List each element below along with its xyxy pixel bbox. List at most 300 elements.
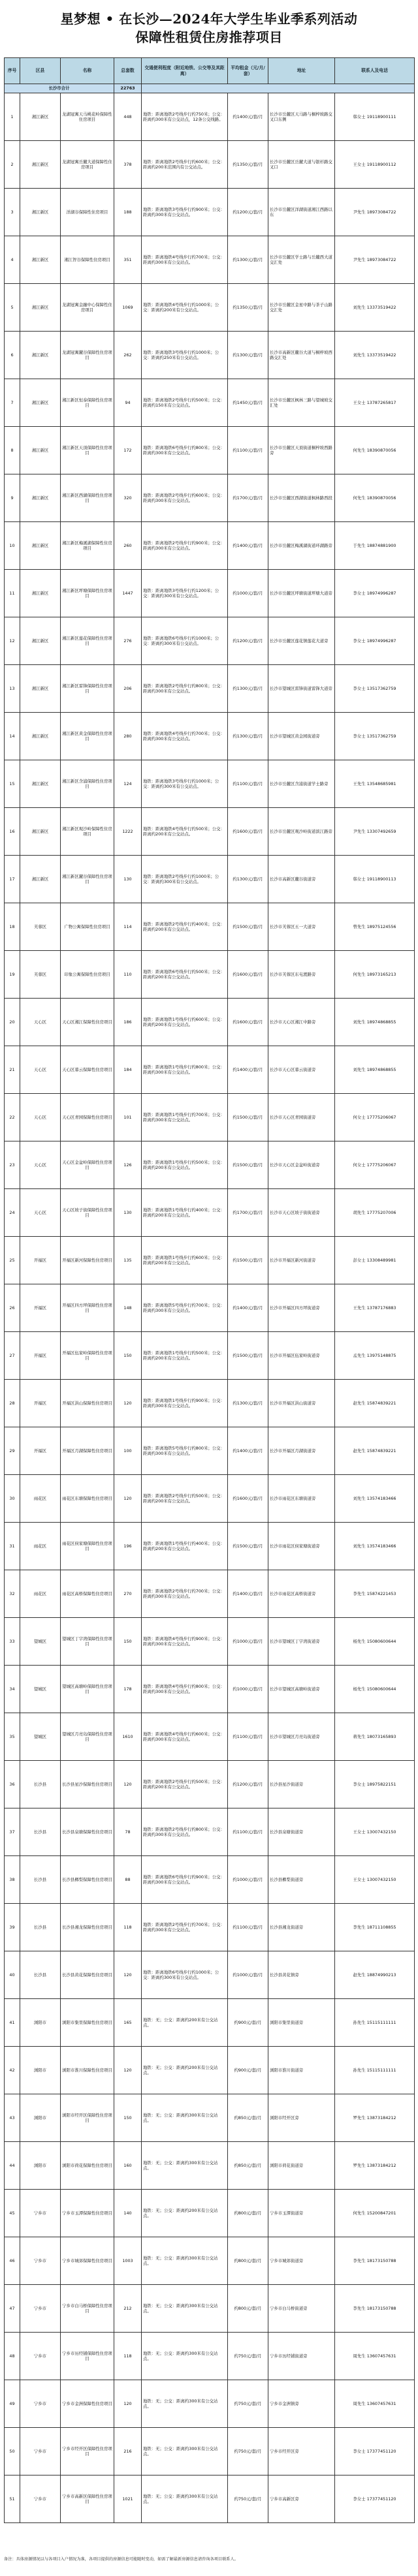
table-row	[5, 2285, 415, 2333]
row-rent: 约1000元/套/月	[228, 1856, 268, 1904]
row-address: 长沙市天心区暮云街道旁	[268, 1046, 335, 1094]
row-contact: 刘先生 18974868855	[335, 999, 415, 1046]
row-no: 12	[5, 617, 20, 665]
row-rent: 约1350元/套/月	[228, 141, 268, 189]
table-row	[5, 2428, 415, 2475]
row-units: 1447	[114, 570, 142, 617]
row-district: 浏阳市	[20, 1999, 61, 2047]
col-header-traffic: 交通便利程度（附近地铁、公交等及其距离）	[142, 58, 228, 84]
row-name: 湘江新区雷锋保障性住房项目	[61, 665, 114, 713]
table-row	[5, 2094, 415, 2142]
row-no: 20	[5, 999, 20, 1046]
table-row	[5, 903, 415, 951]
row-rent: 约1300元/套/月	[228, 332, 268, 379]
row-units: 188	[114, 189, 142, 236]
row-traffic: 地铁：距离地铁3号线步行约900米；公交：距离约300米有公交站点。	[142, 189, 228, 236]
row-district: 湘江新区	[20, 760, 61, 808]
row-contact: 彭女士 13308489981	[335, 1237, 415, 1284]
table-row	[5, 522, 415, 570]
row-district: 湘江新区	[20, 93, 61, 141]
row-district: 宁乡市	[20, 2380, 61, 2428]
table-row	[5, 1475, 415, 1523]
row-traffic: 地铁：无；公交：距离约200米有公交站点。	[142, 1999, 228, 2047]
row-units: 114	[114, 903, 142, 951]
row-rent: 约1700元/套/月	[228, 474, 268, 522]
row-units: 150	[114, 1332, 142, 1380]
row-no: 7	[5, 379, 20, 427]
row-district: 宁乡市	[20, 2428, 61, 2475]
table-row	[5, 760, 415, 808]
row-name: 湘江智谷保障性住房项目	[61, 236, 114, 284]
total-value: 22763	[114, 84, 142, 93]
row-address: 长沙市望城区黄金园街道旁	[268, 713, 335, 760]
row-contact: 赵先生 15874839221	[335, 1380, 415, 1427]
row-address: 长沙市岳麓区洋湖街道湘江西路以东	[268, 189, 335, 236]
row-address: 长沙县榔梨街道旁	[268, 1856, 335, 1904]
row-contact: 赵先生 18874990213	[335, 1951, 415, 1999]
table-header-row	[5, 58, 415, 84]
row-name: 宁乡市玉潭保障性住房项目	[61, 2190, 114, 2237]
row-district: 长沙县	[20, 1808, 61, 1856]
row-name: 望城区高塘岭保障性住房项目	[61, 1666, 114, 1713]
row-units: 120	[114, 1380, 142, 1427]
row-traffic: 地铁：距离地铁5号线步行约700米；公交：距离约300米有公交站点。	[142, 1284, 228, 1332]
row-rent: 约1100元/套/月	[228, 1904, 268, 1951]
row-traffic: 地铁：距离地铁1号线步行约500米；公交：距离约200米有公交站点。	[142, 1141, 228, 1189]
row-district: 天心区	[20, 1046, 61, 1094]
row-rent: 约1400元/套/月	[228, 93, 268, 141]
row-units: 351	[114, 236, 142, 284]
row-no: 47	[5, 2285, 20, 2333]
row-name: 浏阳市淮川保障性住房项目	[61, 2047, 114, 2094]
row-contact: 刘先生 18974868855	[335, 1046, 415, 1094]
row-district: 天心区	[20, 1094, 61, 1141]
row-units: 260	[114, 522, 142, 570]
row-contact: 周先生 13607457631	[335, 2333, 415, 2380]
row-address: 宁乡市高新区旁	[268, 2475, 335, 2523]
row-address: 长沙市天心区青园街道旁	[268, 1094, 335, 1141]
row-units: 448	[114, 93, 142, 141]
row-name: 宁乡市经开区保障性住房项目	[61, 2428, 114, 2475]
row-name: 望城区丁字湾保障性住房项目	[61, 1618, 114, 1666]
row-units: 118	[114, 2333, 142, 2380]
row-district: 天心区	[20, 999, 61, 1046]
row-traffic: 地铁：距离地铁2号线步行约500米；公交：距离约200米有公交站点。	[142, 1761, 228, 1808]
row-units: 270	[114, 1570, 142, 1618]
table-row	[5, 1094, 415, 1141]
row-contact: 李女士 13517362759	[335, 713, 415, 760]
row-district: 湘江新区	[20, 474, 61, 522]
table-row	[5, 1904, 415, 1951]
table-row	[5, 1189, 415, 1237]
row-no: 18	[5, 903, 20, 951]
row-rent: 约1500元/套/月	[228, 1332, 268, 1380]
row-address: 长沙市开福区伍家岭街道旁	[268, 1332, 335, 1380]
row-contact: 何女士 17775206067	[335, 1141, 415, 1189]
row-district: 雨花区	[20, 1570, 61, 1618]
row-no: 38	[5, 1856, 20, 1904]
row-name: 长沙县星沙保障性住房项目	[61, 1761, 114, 1808]
housing-table	[4, 57, 415, 2523]
row-units: 120	[114, 1951, 142, 1999]
row-address: 长沙市天心区湘江中路旁	[268, 999, 335, 1046]
row-address: 长沙市岳麓区学士路与岳麓西大道交汇处	[268, 236, 335, 284]
row-rent: 约1300元/套/月	[228, 1380, 268, 1427]
row-address: 长沙市岳麓区枫林三路与望城坡交汇处	[268, 379, 335, 427]
row-no: 48	[5, 2333, 20, 2380]
row-traffic: 地铁：距离地铁4号线步行约900米；公交：距离约300米有公交站点。	[142, 1618, 228, 1666]
row-district: 望城区	[20, 1666, 61, 1713]
row-name: 开福区四方坪保障性住房项目	[61, 1284, 114, 1332]
row-traffic: 地铁：距离地铁1号线步行约500米；公交：距离约200米有公交站点。	[142, 1332, 228, 1380]
table-row	[5, 332, 415, 379]
row-address: 长沙市岳麓区含浦街道学士路旁	[268, 760, 335, 808]
table-row	[5, 2380, 415, 2428]
table-row	[5, 2142, 415, 2190]
title-line-2: 保障性租赁住房推荐项目	[135, 29, 283, 45]
row-contact: 蒋先生 18073165893	[335, 1713, 415, 1761]
col-header-address: 地址	[268, 58, 335, 84]
row-contact: 罗先生 13873184212	[335, 2094, 415, 2142]
row-traffic: 地铁：距离地铁1号线步行约600米；公交：距离约200米有公交站点。	[142, 1237, 228, 1284]
row-name: 长沙县湘龙保障性住房项目	[61, 1904, 114, 1951]
row-contact: 何先生 18973165213	[335, 951, 415, 999]
row-district: 望城区	[20, 1713, 61, 1761]
row-units: 120	[114, 1761, 142, 1808]
row-traffic: 地铁：距离地铁1号线步行约400米；公交：距离约200米有公交站点。	[142, 1189, 228, 1237]
row-district: 开福区	[20, 1284, 61, 1332]
row-name: 湘江新区天顶保障性住房项目	[61, 427, 114, 474]
row-rent: 约900元/套/月	[228, 2047, 268, 2094]
row-rent: 约1500元/套/月	[228, 1141, 268, 1189]
row-name: 湘江新区含浦保障性住房项目	[61, 760, 114, 808]
row-name: 湘江新区麓谷保障性住房项目	[61, 856, 114, 903]
row-units: 262	[114, 332, 142, 379]
row-district: 芙蓉区	[20, 951, 61, 999]
row-address: 长沙市开福区四方坪街道旁	[268, 1284, 335, 1332]
row-contact: 罗先生 13873184212	[335, 2142, 415, 2190]
row-address: 长沙县湘龙街道旁	[268, 1904, 335, 1951]
row-district: 天心区	[20, 1189, 61, 1237]
row-units: 120	[114, 2047, 142, 2094]
row-district: 湘江新区	[20, 665, 61, 713]
row-rent: 约1500元/套/月	[228, 1094, 268, 1141]
row-no: 3	[5, 189, 20, 236]
row-units: 130	[114, 1189, 142, 1237]
row-no: 24	[5, 1189, 20, 1237]
row-no: 28	[5, 1380, 20, 1427]
col-header-district: 区县	[20, 58, 61, 84]
row-traffic: 地铁：距离地铁4号线步行约800米；公交：距离约300米有公交站点。	[142, 1666, 228, 1713]
row-address: 长沙市岳麓区坪塘街道坪塘大道旁	[268, 570, 335, 617]
row-contact: 韩女士 19118900113	[335, 856, 415, 903]
row-address: 浏阳市集里街道旁	[268, 1999, 335, 2047]
row-name: 开福区新河保障性住房项目	[61, 1237, 114, 1284]
row-address: 长沙县泉塘街道旁	[268, 1808, 335, 1856]
row-name: 宁乡市金洲保障性住房项目	[61, 2380, 114, 2428]
row-name: 湘江新区黄金保障性住房项目	[61, 713, 114, 760]
row-district: 开福区	[20, 1237, 61, 1284]
row-rent: 约1100元/套/月	[228, 1713, 268, 1761]
row-units: 150	[114, 2094, 142, 2142]
row-name: 雨花区侯家塘保障性住房项目	[61, 1523, 114, 1570]
row-units: 78	[114, 1808, 142, 1856]
table-row	[5, 236, 415, 284]
row-no: 51	[5, 2475, 20, 2523]
row-traffic: 地铁：无；公交：距离约300米有公交站点。	[142, 2428, 228, 2475]
row-traffic: 地铁：距离地铁3号线步行约1000米；公交：距离约250米有公交站点。	[142, 332, 228, 379]
row-traffic: 地铁：距离地铁2号线步行约800米；公交：距离约300米有公交站点。	[142, 665, 228, 713]
table-row	[5, 856, 415, 903]
table-row	[5, 189, 415, 236]
row-contact: 李女士 18974996287	[335, 570, 415, 617]
row-name: 宁乡市白马桥保障性住房项目	[61, 2285, 114, 2333]
row-name: 望城区月亮岛保障性住房项目	[61, 1713, 114, 1761]
table-row	[5, 617, 415, 665]
row-no: 45	[5, 2190, 20, 2237]
row-name: 开福区洪山保障性住房项目	[61, 1380, 114, 1427]
row-traffic: 地铁：距离地铁6号线步行约900米；公交：距离约300米有公交站点。	[142, 1856, 228, 1904]
row-contact: 王先生 13787176883	[335, 1284, 415, 1332]
row-contact: 孙先生 15115111111	[335, 2047, 415, 2094]
row-rent: 约1600元/套/月	[228, 808, 268, 856]
row-contact: 李女士 17377451120	[335, 2475, 415, 2523]
row-traffic: 地铁：距离地铁1号线步行约900米；公交：距离约300米有公交站点。	[142, 1380, 228, 1427]
row-traffic: 地铁：无；公交：距离约300米有公交站点。	[142, 2142, 228, 2190]
row-address: 长沙市高新区麓谷街道旁	[268, 856, 335, 903]
row-traffic: 地铁：距离地铁2号线步行约700米；公交：距离约300米有公交站点。	[142, 1570, 228, 1618]
row-address: 长沙市望城区丁字湾街道旁	[268, 1618, 335, 1666]
col-header-rent: 平均租金（元/月/套）	[228, 58, 268, 84]
table-row	[5, 1427, 415, 1475]
row-district: 开福区	[20, 1427, 61, 1475]
row-no: 35	[5, 1713, 20, 1761]
row-district: 湘江新区	[20, 713, 61, 760]
row-no: 40	[5, 1951, 20, 1999]
row-traffic: 地铁：距离地铁2号线步行约900米；公交：距离约300米有公交站点。	[142, 522, 228, 570]
row-address: 长沙市芙蓉区东屯渡路旁	[268, 951, 335, 999]
row-contact: 胡先生 17775207006	[335, 1189, 415, 1237]
row-address: 长沙县黄花镇旁	[268, 1951, 335, 1999]
row-district: 浏阳市	[20, 2094, 61, 2142]
row-name: 龙湖冠寓金融中心保障性住房项目	[61, 284, 114, 332]
row-contact: 赵先生 15874839221	[335, 1427, 415, 1475]
row-district: 湘江新区	[20, 617, 61, 665]
row-units: 120	[114, 2380, 142, 2428]
table-row	[5, 2047, 415, 2094]
row-rent: 约1100元/套/月	[228, 427, 268, 474]
row-no: 9	[5, 474, 20, 522]
row-units: 120	[114, 1475, 142, 1523]
row-rent: 约1200元/套/月	[228, 1761, 268, 1808]
row-rent: 约1500元/套/月	[228, 1523, 268, 1570]
table-row	[5, 284, 415, 332]
row-rent: 约1000元/套/月	[228, 1951, 268, 1999]
table-row	[5, 1999, 415, 2047]
table-row	[5, 1808, 415, 1856]
row-no: 14	[5, 713, 20, 760]
row-name: 天心区暮云保障性住房项目	[61, 1046, 114, 1094]
row-contact: 于先生 18874881900	[335, 522, 415, 570]
row-district: 宁乡市	[20, 2237, 61, 2285]
row-contact: 曾先生 18975124556	[335, 903, 415, 951]
row-traffic: 地铁：距离地铁6号线步行约800米；公交：距离约300米有公交站点。	[142, 427, 228, 474]
row-units: 100	[114, 1427, 142, 1475]
row-no: 37	[5, 1808, 20, 1856]
row-address: 长沙市开福区月湖街道旁	[268, 1427, 335, 1475]
row-name: 龙湖冠寓天马桃花岭保障性住房项目	[61, 93, 114, 141]
row-traffic: 地铁：距离地铁4号线步行约600米；公交：距离约300米有公交站点。	[142, 1713, 228, 1761]
col-header-contact: 联系人及电话	[335, 58, 415, 84]
row-units: 216	[114, 2428, 142, 2475]
row-name: 天心区坡子街保障性住房项目	[61, 1189, 114, 1237]
row-contact: 李先生 18711108855	[335, 1904, 415, 1951]
row-address: 宁乡市经开区旁	[268, 2428, 335, 2475]
row-address: 宁乡市历经铺街道旁	[268, 2333, 335, 2380]
row-name: 雨花区东塘保障性住房项目	[61, 1475, 114, 1523]
table-row	[5, 1380, 415, 1427]
row-rent: 约800元/套/月	[228, 2190, 268, 2237]
row-address: 长沙市岳麓区天顶街道桐梓坡西路旁	[268, 427, 335, 474]
row-district: 宁乡市	[20, 2190, 61, 2237]
row-rent: 约1350元/套/月	[228, 284, 268, 332]
table-row	[5, 808, 415, 856]
row-name: 宁乡市历经铺保障性住房项目	[61, 2333, 114, 2380]
table-row	[5, 1332, 415, 1380]
row-contact: 李先生 15874221453	[335, 1570, 415, 1618]
row-contact: 王女士 19118900112	[335, 141, 415, 189]
row-no: 17	[5, 856, 20, 903]
row-units: 165	[114, 1999, 142, 2047]
row-traffic: 地铁：距离地铁5号线步行约800米；公交：距离约300米有公交站点。	[142, 1427, 228, 1475]
row-contact: 韩女士 19118900111	[335, 93, 415, 141]
row-no: 43	[5, 2094, 20, 2142]
row-no: 27	[5, 1332, 20, 1380]
row-name: 湘江新区坪塘保障性住房项目	[61, 570, 114, 617]
row-address: 长沙市雨花区侯家塘街道旁	[268, 1523, 335, 1570]
row-rent: 约1000元/套/月	[228, 1666, 268, 1713]
row-rent: 约1600元/套/月	[228, 1475, 268, 1523]
row-traffic: 地铁：无；公交：距离约300米有公交站点。	[142, 2333, 228, 2380]
row-address: 宁乡市玉潭街道旁	[268, 2190, 335, 2237]
row-traffic: 地铁：距离地铁6号线步行约1000米；公交：距离约300米有公交站点。	[142, 617, 228, 665]
row-name: 洋湖谷保障性住房项目	[61, 189, 114, 236]
row-units: 1610	[114, 1713, 142, 1761]
row-contact: 李先生 18173150788	[335, 2285, 415, 2333]
row-name: 湘江新区莲花保障性住房项目	[61, 617, 114, 665]
row-address: 长沙市岳麓区梅溪湖街道环湖路旁	[268, 522, 335, 570]
row-district: 浏阳市	[20, 2047, 61, 2094]
row-district: 湘江新区	[20, 284, 61, 332]
row-address: 长沙市岳麓区观沙岭街道滨江路旁	[268, 808, 335, 856]
row-contact: 王女士 13007432150	[335, 1856, 415, 1904]
row-name: 龙湖冠寓麓谷保障性住房项目	[61, 332, 114, 379]
row-units: 94	[114, 379, 142, 427]
row-units: 148	[114, 1284, 142, 1332]
row-traffic: 地铁：距离地铁4号线步行约500米；公交：距离约200米有公交站点。	[142, 808, 228, 856]
row-district: 雨花区	[20, 1523, 61, 1570]
row-district: 长沙县	[20, 1951, 61, 1999]
row-name: 湘江新区观沙岭保障性住房项目	[61, 808, 114, 856]
row-district: 宁乡市	[20, 2475, 61, 2523]
row-rent: 约1400元/套/月	[228, 1284, 268, 1332]
row-contact: 李女士 13517362759	[335, 665, 415, 713]
row-rent: 约1000元/套/月	[228, 570, 268, 617]
row-address: 长沙市岳麓区莲花镇莲花大道旁	[268, 617, 335, 665]
row-contact: 李女士 18974996287	[335, 617, 415, 665]
row-no: 39	[5, 1904, 20, 1951]
row-address: 宁乡市城郊街道旁	[268, 2237, 335, 2285]
row-address: 长沙市岳麓区岳麓大道与银杉路交叉口	[268, 141, 335, 189]
row-name: 开福区月湖保障性住房项目	[61, 1427, 114, 1475]
row-address: 长沙市望城区月亮岛街道旁	[268, 1713, 335, 1761]
row-contact: 刘先生 13373519422	[335, 332, 415, 379]
row-rent: 约1000元/套/月	[228, 1618, 268, 1666]
row-district: 宁乡市	[20, 2333, 61, 2380]
row-rent: 约900元/套/月	[228, 1999, 268, 2047]
row-traffic: 地铁：无；公交：距离约300米有公交站点。	[142, 2094, 228, 2142]
row-address: 浏阳市经开区旁	[268, 2094, 335, 2142]
table-row	[5, 1523, 415, 1570]
row-rent: 约750元/套/月	[228, 2428, 268, 2475]
table-row	[5, 474, 415, 522]
row-name: 浏阳市经开区保障性住房项目	[61, 2094, 114, 2142]
row-address: 长沙市雨花区高桥街道旁	[268, 1570, 335, 1618]
row-traffic: 地铁：距离地铁3号线步行约1200米；公交：距离约300米有公交站点。	[142, 570, 228, 617]
row-units: 196	[114, 1523, 142, 1570]
row-name: 天心区金盆岭保障性住房项目	[61, 1141, 114, 1189]
row-contact: 李女士 17377451120	[335, 2428, 415, 2475]
table-row	[5, 570, 415, 617]
row-traffic: 地铁：距离地铁2号线步行约600米；公交：距离约200米范围内有公交站点。	[142, 141, 228, 189]
row-address: 长沙市高新区麓谷大道与桐梓坡西路交汇处	[268, 332, 335, 379]
row-units: 101	[114, 1094, 142, 1141]
row-rent: 约1300元/套/月	[228, 713, 268, 760]
row-contact: 孙先生 15115111111	[335, 1999, 415, 2047]
row-units: 126	[114, 1141, 142, 1189]
row-contact: 尹先生 18973084722	[335, 236, 415, 284]
row-no: 11	[5, 570, 20, 617]
row-name: 长沙县榔梨保障性住房项目	[61, 1856, 114, 1904]
row-district: 湘江新区	[20, 522, 61, 570]
table-row	[5, 141, 415, 189]
row-rent: 约1300元/套/月	[228, 856, 268, 903]
table-row	[5, 1856, 415, 1904]
row-district: 湘江新区	[20, 808, 61, 856]
table-row	[5, 379, 415, 427]
row-units: 1222	[114, 808, 142, 856]
table-row	[5, 93, 415, 141]
row-district: 湘江新区	[20, 427, 61, 474]
title-line-1: 星梦想 • 在长沙—2024年大学生毕业季系列活动	[60, 11, 358, 27]
row-district: 湘江新区	[20, 332, 61, 379]
row-traffic: 地铁：距离地铁4号线步行约700米；公交：距离约300米有公交站点。	[142, 236, 228, 284]
row-units: 206	[114, 665, 142, 713]
row-address: 浏阳市荷花街道旁	[268, 2142, 335, 2190]
total-row-filler	[142, 84, 415, 93]
row-no: 6	[5, 332, 20, 379]
row-units: 276	[114, 617, 142, 665]
row-traffic: 地铁：距离地铁2号线步行约750米；公交：距离约300米有公交站点，12条公交线路。	[142, 93, 228, 141]
row-rent: 约1200元/套/月	[228, 189, 268, 236]
table-row	[5, 1618, 415, 1666]
row-no: 50	[5, 2428, 20, 2475]
row-name: 浏阳市荷花保障性住房项目	[61, 2142, 114, 2190]
table-row	[5, 1951, 415, 1999]
row-district: 长沙县	[20, 1761, 61, 1808]
table-row	[5, 1570, 415, 1618]
row-no: 16	[5, 808, 20, 856]
